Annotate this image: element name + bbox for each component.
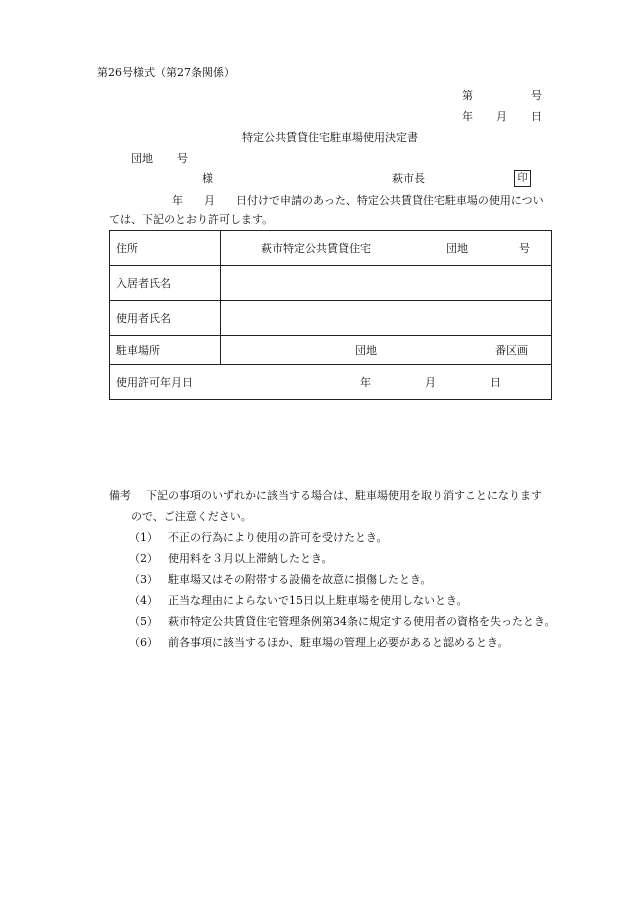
note-item-text: 正当な理由によらないで15日以上駐車場を使用しないとき。 xyxy=(168,594,468,607)
date-year: 年 xyxy=(462,110,473,123)
recipient-danchi: 団地 xyxy=(131,152,153,165)
note-item-num: （5） xyxy=(129,615,158,628)
issuer-name: 萩市長 xyxy=(392,172,425,185)
address-label: 住所 xyxy=(116,242,138,255)
parking-danchi: 団地 xyxy=(355,344,377,357)
recipient-go: 号 xyxy=(177,152,188,165)
date-day: 日 xyxy=(531,110,542,123)
permit-year: 年 xyxy=(360,376,371,389)
address-go: 号 xyxy=(519,242,530,255)
note-item-text: 不正の行為により使用の許可を受けたとき。 xyxy=(168,531,388,544)
table-row-user xyxy=(110,301,552,336)
document-title: 特定公共賃貸住宅駐車場使用決定書 xyxy=(242,131,418,144)
recipient-sama: 様 xyxy=(202,172,213,185)
permit-day: 日 xyxy=(490,376,501,389)
date-month: 月 xyxy=(496,110,507,123)
parking-value-cell xyxy=(221,336,552,365)
resident-label: 入居者氏名 xyxy=(116,277,171,290)
resident-value-cell xyxy=(221,266,552,301)
note-item-num: （2） xyxy=(129,552,158,565)
permit-date-cell xyxy=(110,365,552,400)
notes-intro-line-2: ので、ご注意ください。 xyxy=(131,510,252,523)
body-line-2: ては、下記のとおり許可します。 xyxy=(109,213,274,226)
note-item-text: 萩市特定公共賃貸住宅管理条例第34条に規定する使用者の資格を失ったとき。 xyxy=(168,615,556,628)
body-year: 年 xyxy=(172,194,183,207)
note-item-text: 前各事項に該当するほか、駐車場の管理上必要があると認めるとき。 xyxy=(168,636,509,649)
note-item-num: （6） xyxy=(129,636,158,649)
permit-date-label: 使用許可年月日 xyxy=(116,376,193,389)
note-item-num: （4） xyxy=(129,594,158,607)
note-item-text: 駐車場又はその附帯する設備を故意に損傷したとき。 xyxy=(168,573,432,586)
permit-table xyxy=(109,230,552,400)
doc-number-suffix: 号 xyxy=(531,89,542,102)
address-label-cell xyxy=(110,231,221,266)
table-row-permit-date xyxy=(110,365,552,400)
notes-label: 備考 xyxy=(109,489,131,502)
address-danchi: 団地 xyxy=(446,242,468,255)
parking-label: 駐車場所 xyxy=(116,344,160,357)
user-label: 使用者氏名 xyxy=(116,312,171,325)
table-row-resident xyxy=(110,266,552,301)
note-item-num: （1） xyxy=(129,531,158,544)
address-value: 萩市特定公共賃貸住宅 xyxy=(261,242,371,255)
seal-mark: 印 xyxy=(514,170,531,187)
resident-label-cell xyxy=(110,266,221,301)
user-label-cell xyxy=(110,301,221,336)
note-item-text: 使用料を３月以上滞納したとき。 xyxy=(168,552,333,565)
user-value-cell xyxy=(221,301,552,336)
note-item-num: （3） xyxy=(129,573,158,586)
notes-intro-line-1: 下記の事項のいずれかに該当する場合は、駐車場使用を取り消すことになります xyxy=(146,489,542,502)
table-row-parking xyxy=(110,336,552,365)
permit-month: 月 xyxy=(425,376,436,389)
doc-number-prefix: 第 xyxy=(462,89,473,102)
address-value-cell xyxy=(221,231,552,266)
parking-label-cell xyxy=(110,336,221,365)
parking-section: 番区画 xyxy=(495,344,528,357)
form-number: 第26号様式（第27条関係） xyxy=(97,66,235,79)
table-row-address xyxy=(110,231,552,266)
body-line-1: 日付けで申請のあった、特定公共賃貸住宅駐車場の使用につい xyxy=(236,194,544,207)
body-month: 月 xyxy=(204,194,215,207)
